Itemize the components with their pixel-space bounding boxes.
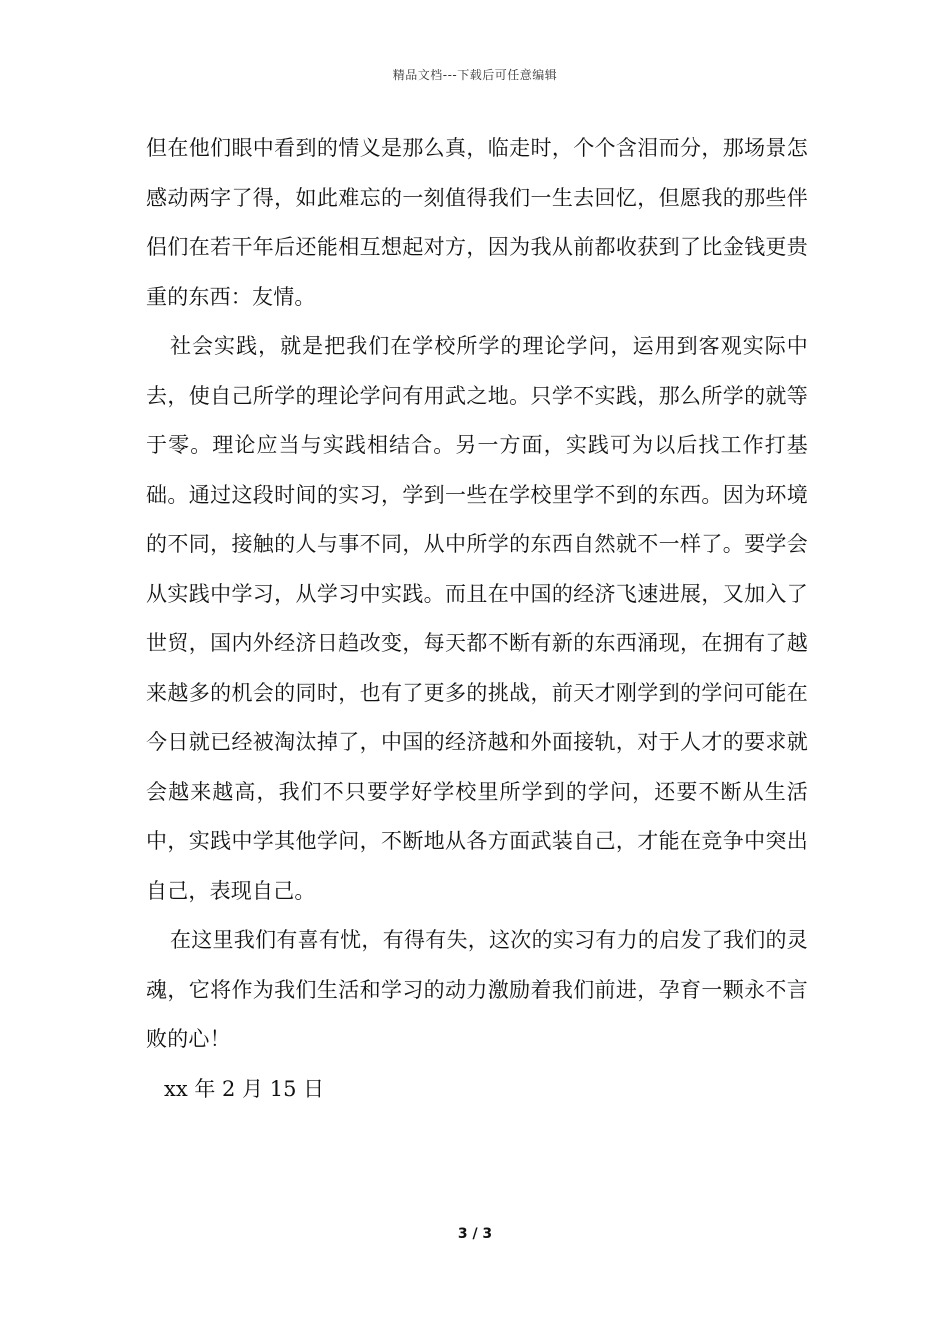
page-number: 3 / 3 xyxy=(457,1226,493,1242)
paragraph-friendship: 但在他们眼中看到的情义是那么真，临走时，个个含泪而分，那场景怎感动两字了得，如此难忘的一刻值得我们一生去回忆，但愿我的那些伴侣们在若干年后还能相互想起对方，因为我从前都收获到了比金钱更贵重的东西：友情。 xyxy=(146,136,808,309)
paragraph-social-practice: 社会实践，就是把我们在学校所学的理论学问，运用到客观实际中去，使自己所学的理论学问有用武之地。只学不实践，那么所学的就等于零。理论应当与实践相结合。另一方面，实践可为以后找工作打基础。通过这段时间的实习，学到一些在学校里学不到的东西。因为环境的不同，接触的人与事不同，从中所学的东西自然就不一样了。要学会从实践中学习，从学习中实践。而且在中国的经济飞速进展，又加入了世贸，国内外经济日趋改变，每天都不断有新的东西涌现，在拥有了越来越多的机会的同时，也有了更多的挑战，前天才刚学到的学问可能在今日就已经被淘汰掉了，中国的经济越和外面接轨，对于人才的要求就会越来越高，我们不只要学好学校里所学到的学问，还要不断从生活中，实践中学其他学问，不断地从各方面武装自己，才能在竞争中突出自己，表现自己。 xyxy=(146,334,808,903)
document-body xyxy=(146,124,808,1114)
document-date: xx 年 2 月 15 日 xyxy=(164,1076,325,1101)
page-header: 精品文档---下载后可任意编辑 xyxy=(392,68,558,82)
paragraph-conclusion: 在这里我们有喜有忧，有得有失，这次的实习有力的启发了我们的灵魂，它将作为我们生活和学习的动力激励着我们前进，孕育一颗永不言败的心！ xyxy=(146,928,808,1051)
